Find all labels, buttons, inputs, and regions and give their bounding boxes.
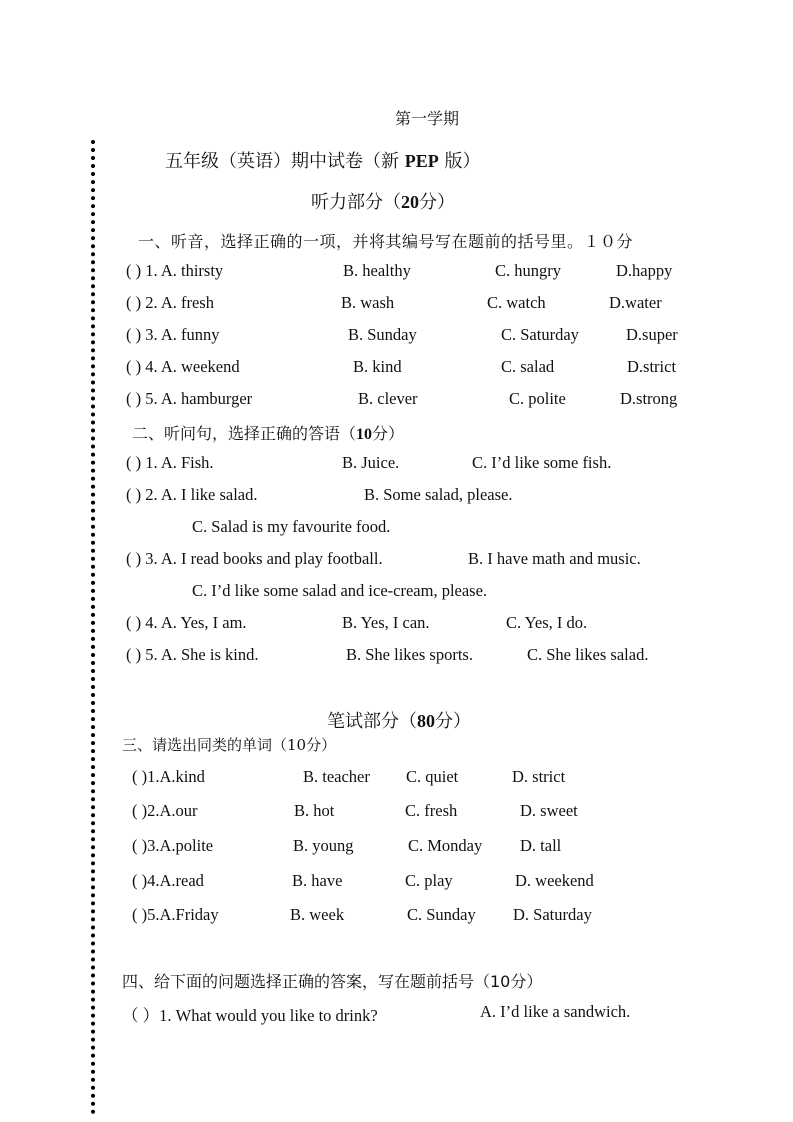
part3-q2-b: B. hot (294, 801, 335, 820)
part2-q5-a: ( ) 5. A. She is kind. (126, 645, 259, 664)
part3-q4-a: ( )4.A.read (132, 871, 204, 890)
part1-q3-c: C. Saturday (501, 325, 579, 344)
part1-q3-d: D.super (626, 325, 678, 344)
listening-section-title (311, 188, 455, 214)
part2-q3-a: ( ) 3. A. I read books and play football. (126, 549, 383, 568)
part2-q4-a: ( ) 4. A. Yes, I am. (126, 613, 247, 632)
part3-q1-b: B. teacher (303, 767, 370, 786)
part1-heading: 一、听音，选择正确的一项，并将其编号写在题前的括号里。１０分 (138, 232, 634, 251)
part2-q1-c: C. I’d like some fish. (472, 453, 612, 472)
exam-title-edition: PEP (404, 151, 439, 171)
written-title-post: 分） (435, 711, 471, 732)
part1-q1: ( ) 1. A. thirsty (126, 261, 224, 280)
part2-q1-a: ( ) 1. A. Fish. (126, 453, 214, 472)
part3-q2-c: C. fresh (405, 801, 458, 820)
part1-q5: ( ) 5. A. hamburger (126, 389, 253, 408)
part1-q5-b: B. clever (358, 389, 418, 408)
part3-heading: 三、请选出同类的单词（10分） (122, 736, 337, 754)
part2-q4-b: B. Yes, I can. (342, 613, 430, 632)
part1-q4: ( ) 4. A. weekend (126, 357, 240, 376)
part3-q3-d: D. tall (520, 836, 562, 855)
part3-q3-c: C. Monday (408, 836, 483, 855)
listening-score: 20 (401, 192, 419, 212)
part1-q5-c: C. polite (509, 389, 566, 408)
part2-heading-post: 分） (372, 424, 405, 443)
part3-q4-b: B. have (292, 871, 343, 890)
part1-q4-b: B. kind (353, 357, 402, 376)
part2-heading (132, 421, 404, 444)
written-section-title (327, 707, 471, 733)
part3-q1-c: C. quiet (406, 767, 459, 786)
part1-q1-c: C. hungry (495, 261, 561, 280)
part2-q1-b: B. Juice. (342, 453, 400, 472)
part3-q2-d: D. sweet (520, 801, 578, 820)
part3-q5-c: C. Sunday (407, 905, 476, 924)
part2-q3-b: B. I have math and music. (468, 549, 641, 568)
part4-q1: （ ）1. What would you like to drink? (122, 1006, 378, 1025)
written-title-pre: 笔试部分（ (327, 711, 417, 732)
part2-q2-b: B. Some salad, please. (364, 485, 513, 504)
exam-title-post: 版） (444, 151, 481, 172)
part3-q1-d: D. strict (512, 767, 566, 786)
part2-q4-c: C. Yes, I do. (506, 613, 588, 632)
written-score: 80 (417, 711, 435, 731)
part2-heading-pre: 二、听问句，选择正确的答语（ (132, 424, 357, 443)
part1-q5-d: D.strong (620, 389, 678, 408)
part1-q1-b: B. healthy (343, 261, 411, 280)
part3-q5-a: ( )5.A.Friday (132, 905, 219, 924)
part3-q4-d: D. weekend (515, 871, 594, 890)
part3-q4-c: C. play (405, 871, 453, 890)
part1-q4-d: D.strict (627, 357, 677, 376)
part2-q2-c: C. Salad is my favourite food. (192, 517, 391, 536)
part3-q3-a: ( )3.A.polite (132, 836, 214, 855)
part3-q2-a: ( )2.A.our (132, 801, 198, 820)
part1-q1-d: D.happy (616, 261, 673, 280)
part4-heading: 四、给下面的问题选择正确的答案，写在题前括号（10分） (122, 972, 543, 991)
listening-title-pre: 听力部分（ (311, 192, 401, 213)
binding-margin-dotted-line (91, 140, 95, 1115)
part4-q1-answer-a: A. I’d like a sandwich. (480, 1002, 631, 1021)
part2-q5-b: B. She likes sports. (346, 645, 473, 664)
part3-q3-b: B. young (293, 836, 354, 855)
part1-q2-c: C. watch (487, 293, 546, 312)
part3-q5-d: D. Saturday (513, 905, 592, 924)
part2-score: 10 (356, 426, 373, 443)
listening-title-post: 分） (419, 192, 455, 213)
exam-title-pre: 五年级（英语）期中试卷（新 (165, 151, 399, 172)
part1-q2: ( ) 2. A. fresh (126, 293, 214, 312)
part1-q3: ( ) 3. A. funny (126, 325, 220, 344)
exam-title (165, 147, 480, 173)
part2-q5-c: C. She likes salad. (527, 645, 649, 664)
part1-q2-d: D.water (609, 293, 662, 312)
part1-q3-b: B. Sunday (348, 325, 417, 344)
part3-q5-b: B. week (290, 905, 345, 924)
part1-q2-b: B. wash (341, 293, 395, 312)
part1-q4-c: C. salad (501, 357, 555, 376)
part3-q1-a: ( )1.A.kind (132, 767, 205, 786)
part2-q3-c: C. I’d like some salad and ice-cream, please. (192, 581, 488, 600)
term-label: 第一学期 (395, 109, 460, 128)
part2-q2-a: ( ) 2. A. I like salad. (126, 485, 258, 504)
